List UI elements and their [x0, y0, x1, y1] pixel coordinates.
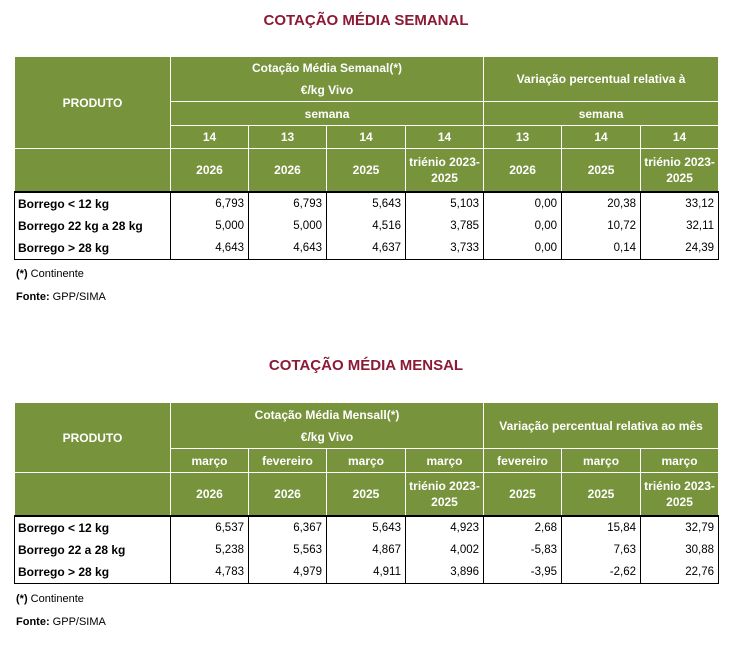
product-name: Borrego > 28 kg	[15, 561, 171, 584]
year-header: 2026	[171, 473, 249, 516]
period-header: março	[327, 449, 406, 473]
product-name: Borrego 22 kg a 28 kg	[15, 215, 171, 237]
year-header: triénio 2023-2025	[641, 473, 719, 516]
monthly-price-table	[14, 402, 719, 584]
year-header: 2025	[484, 473, 562, 516]
cell-value: 7,63	[562, 539, 641, 561]
cell-value: 4,002	[406, 539, 484, 561]
period-header: março	[562, 449, 641, 473]
year-header: 2026	[249, 473, 327, 516]
week-subheader: semana	[484, 102, 719, 126]
cell-value: 4,637	[327, 237, 406, 260]
table-row	[15, 561, 719, 584]
period-header: fevereiro	[484, 449, 562, 473]
year-header: 2025	[562, 473, 641, 516]
cell-value: 4,911	[327, 561, 406, 584]
cell-value: 3,785	[406, 215, 484, 237]
cell-value: 4,516	[327, 215, 406, 237]
cell-value: 2,68	[484, 516, 562, 539]
cell-value: 5,238	[171, 539, 249, 561]
year-header: 2026	[249, 149, 327, 192]
cell-value: 10,72	[562, 215, 641, 237]
cell-value: 6,793	[249, 192, 327, 215]
product-header-spacer	[15, 149, 171, 192]
cell-value: 5,643	[327, 192, 406, 215]
year-header: triénio 2023-2025	[406, 149, 484, 192]
cell-value: 6,367	[249, 516, 327, 539]
cell-value: 30,88	[641, 539, 719, 561]
cell-value: 20,38	[562, 192, 641, 215]
year-header: 2026	[171, 149, 249, 192]
table-row	[15, 215, 719, 237]
product-header-spacer	[15, 473, 171, 516]
monthly-title: COTAÇÃO MÉDIA MENSAL	[268, 357, 464, 374]
period-header: março	[406, 449, 484, 473]
weekly-price-table	[14, 56, 719, 260]
cell-value: 33,12	[641, 192, 719, 215]
year-header: 2025	[327, 473, 406, 516]
weekly-title: COTAÇÃO MÉDIA SEMANAL	[263, 12, 469, 29]
cell-value: 15,84	[562, 516, 641, 539]
cell-value: -3,95	[484, 561, 562, 584]
year-header: 2026	[484, 149, 562, 192]
product-name: Borrego 22 a 28 kg	[15, 539, 171, 561]
cell-value: 4,783	[171, 561, 249, 584]
cell-value: 5,000	[249, 215, 327, 237]
table-row	[15, 539, 719, 561]
cell-value: 4,643	[171, 237, 249, 260]
cell-value: 0,00	[484, 192, 562, 215]
year-header: triénio 2023-2025	[641, 149, 719, 192]
cell-value: -2,62	[562, 561, 641, 584]
weekly-price-group-header: Cotação Média Semanal(*) €/kg Vivo	[171, 57, 484, 102]
cell-value: 6,793	[171, 192, 249, 215]
cell-value: 4,979	[249, 561, 327, 584]
year-header: 2025	[327, 149, 406, 192]
cell-value: 4,867	[327, 539, 406, 561]
cell-value: 3,896	[406, 561, 484, 584]
product-name: Borrego < 12 kg	[15, 516, 171, 539]
period-header: 14	[641, 126, 719, 149]
cell-value: 32,11	[641, 215, 719, 237]
cell-value: 22,76	[641, 561, 719, 584]
weekly-footnote: (*) Continente	[16, 268, 84, 280]
product-name: Borrego < 12 kg	[15, 192, 171, 215]
period-header: fevereiro	[249, 449, 327, 473]
table-row	[15, 516, 719, 539]
cell-value: 32,79	[641, 516, 719, 539]
period-header: 14	[327, 126, 406, 149]
period-header: 14	[171, 126, 249, 149]
cell-value: 3,733	[406, 237, 484, 260]
period-header: 13	[249, 126, 327, 149]
weekly-source: Fonte: GPP/SIMA	[16, 291, 106, 303]
period-header: 14	[562, 126, 641, 149]
period-header: março	[641, 449, 719, 473]
cell-value: 5,643	[327, 516, 406, 539]
product-header: PRODUTO	[15, 403, 171, 473]
year-header: triénio 2023-2025	[406, 473, 484, 516]
monthly-footnote: (*) Continente	[16, 593, 84, 605]
cell-value: 4,923	[406, 516, 484, 539]
monthly-source: Fonte: GPP/SIMA	[16, 616, 106, 628]
cell-value: 0,00	[484, 237, 562, 260]
weekly-variation-group-header: Variação percentual relativa à	[484, 57, 719, 102]
product-header: PRODUTO	[15, 57, 171, 149]
monthly-price-group-header: Cotação Média Mensall(*) €/kg Vivo	[171, 403, 484, 449]
week-subheader: semana	[171, 102, 484, 126]
cell-value: 0,00	[484, 215, 562, 237]
cell-value: 5,000	[171, 215, 249, 237]
monthly-variation-group-header: Variação percentual relativa ao mês	[484, 403, 719, 449]
cell-value: 4,643	[249, 237, 327, 260]
table-row	[15, 237, 719, 260]
product-name: Borrego > 28 kg	[15, 237, 171, 260]
period-header: março	[171, 449, 249, 473]
cell-value: -5,83	[484, 539, 562, 561]
period-header: 13	[484, 126, 562, 149]
cell-value: 24,39	[641, 237, 719, 260]
table-row	[15, 192, 719, 215]
cell-value: 5,103	[406, 192, 484, 215]
cell-value: 0,14	[562, 237, 641, 260]
year-header: 2025	[562, 149, 641, 192]
cell-value: 6,537	[171, 516, 249, 539]
cell-value: 5,563	[249, 539, 327, 561]
period-header: 14	[406, 126, 484, 149]
